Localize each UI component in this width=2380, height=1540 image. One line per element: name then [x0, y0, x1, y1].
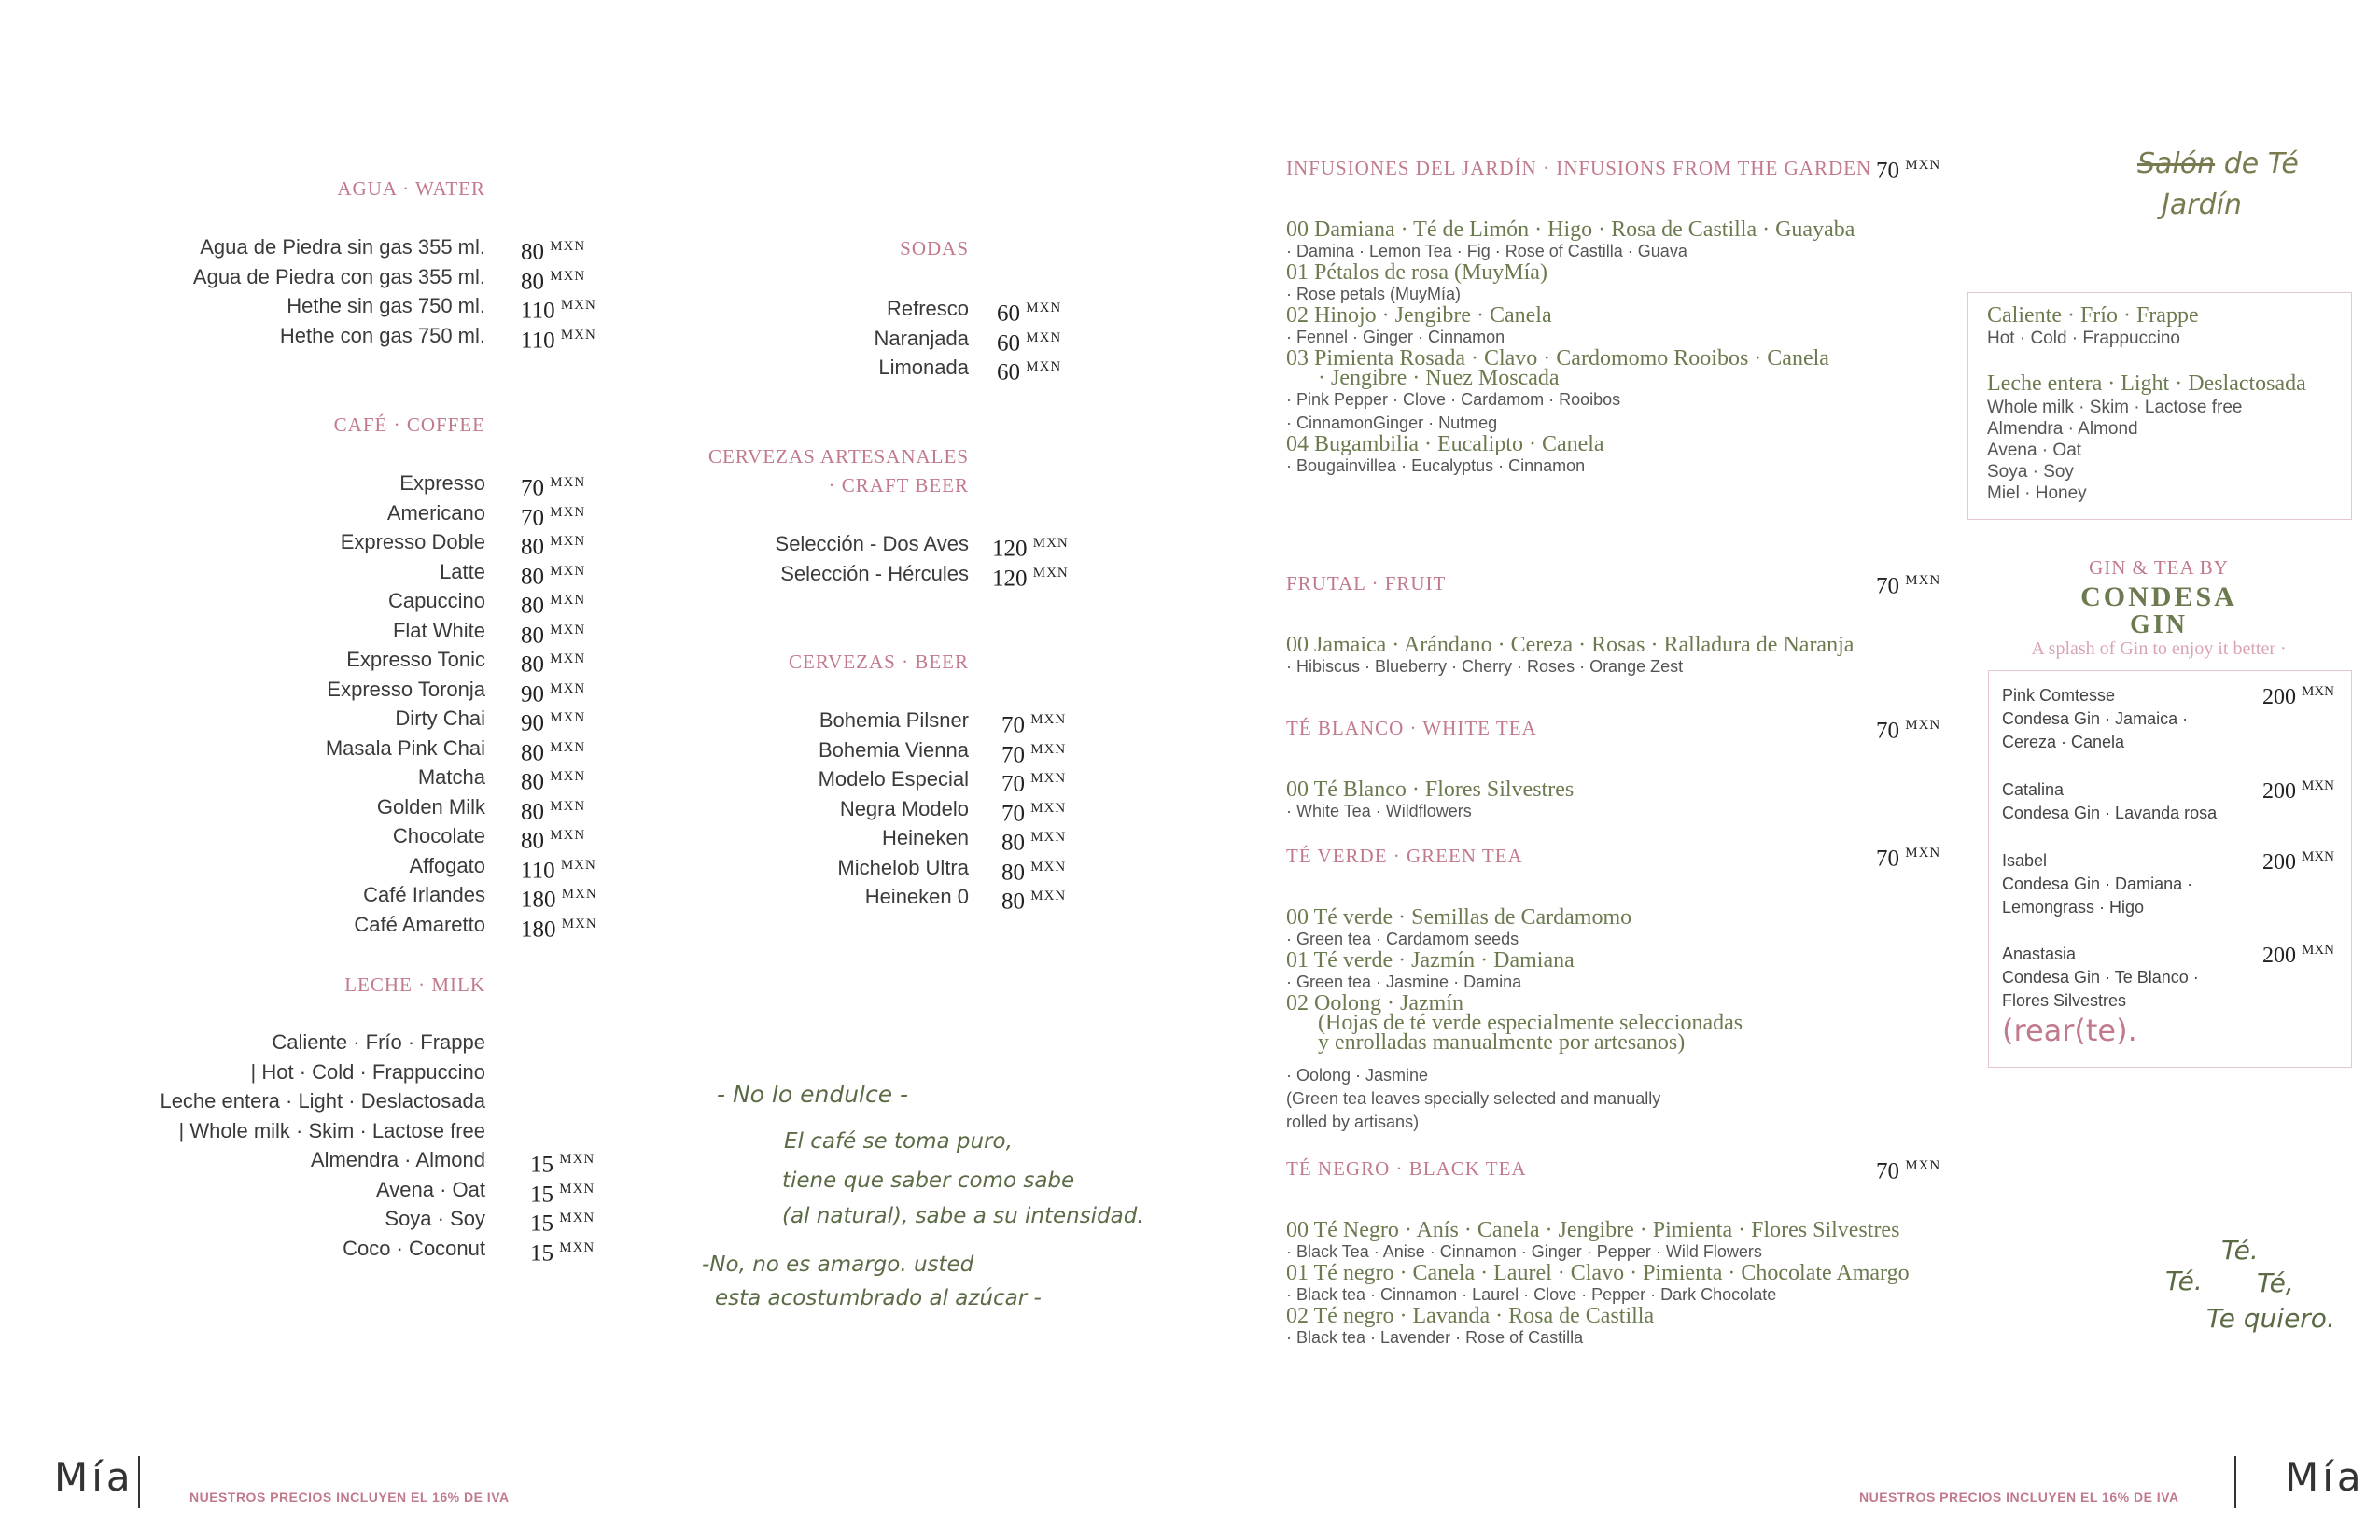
gin-drink-name: Isabel: [2002, 851, 2048, 870]
gin-drink-price: [2262, 849, 2334, 875]
currency-label: MXN: [559, 1152, 595, 1167]
item-price: [1001, 882, 1066, 917]
price-value: 70: [1876, 846, 1899, 872]
item-name: Expresso Toronja: [327, 677, 485, 701]
black-price: [1876, 1152, 1940, 1186]
salon-rest: de Té: [2223, 147, 2299, 180]
price-value: 180: [521, 887, 556, 913]
item-name: Bohemia Pilsner: [819, 708, 969, 732]
menu-item: [0, 1145, 595, 1178]
currency-label: MXN: [550, 710, 586, 725]
currency-label: MXN: [1030, 830, 1067, 845]
currency-label: MXN: [1026, 329, 1062, 345]
currency-label: MXN: [1030, 741, 1067, 757]
tea-spanish-line: 03 Pimienta Rosada · Clavo · Cardomomo Rooibos · Canela: [1286, 346, 1829, 371]
price-value: 70: [1001, 741, 1025, 767]
item-name: Bohemia Vienna: [818, 737, 969, 762]
tea-spanish-line: 00 Té verde · Semillas de Cardamomo: [1286, 905, 1632, 930]
menu-item: [0, 675, 586, 707]
item-name: Limonada: [878, 356, 969, 379]
gin-drink-desc1: Condesa Gin · Jamaica ·: [2002, 709, 2189, 728]
price-value: 120: [992, 565, 1028, 591]
tea-english-line: · Green tea · Cardamom seeds: [1286, 930, 1519, 948]
menu-item: [0, 735, 1067, 767]
currency-label: MXN: [560, 857, 596, 873]
menu-item: [0, 1175, 595, 1207]
currency-label: MXN: [550, 504, 586, 520]
white-tea-section: [1286, 717, 1951, 823]
tea-spanish-line: 02 Hinojo · Jengibre · Canela: [1286, 303, 1552, 328]
currency-label: MXN: [550, 798, 586, 814]
tea-english-line: · Green tea · Jasmine · Damina: [1286, 973, 1522, 991]
currency-label: MXN: [2301, 684, 2334, 699]
price-value: 70: [521, 504, 544, 530]
sodas-list: [0, 294, 1062, 385]
item-name: Selección - Hércules: [780, 561, 969, 585]
beer-list: [0, 706, 1067, 915]
price-value: 70: [1876, 158, 1899, 184]
menu-item: [0, 1057, 485, 1087]
craft-beer-title-line1: CERVEZAS ARTESANALES: [708, 445, 969, 468]
note-line-1: - No lo endulce -: [717, 1081, 909, 1108]
menu-item: [0, 910, 597, 942]
item-name: Heineken: [882, 826, 969, 849]
currency-label: MXN: [1026, 359, 1062, 374]
tea-english-line: · Damina · Lemon Tea · Fig · Rose of Castilla · Guava: [1286, 242, 1687, 260]
currency-label: MXN: [2301, 849, 2334, 864]
item-name: Soya · Soy: [385, 1207, 485, 1230]
tea-english-line: · CinnamonGinger · Nutmeg: [1286, 413, 1498, 432]
menu-item: [0, 529, 1069, 562]
item-name: Expresso: [399, 471, 485, 495]
gin-tagline: A splash of Gin to enjoy it better ·: [2031, 638, 2287, 659]
price-value: 80: [521, 769, 544, 795]
tea-spanish-line: y enrolladas manualmente por artesanos): [1318, 1030, 1686, 1055]
infusions-price: [1876, 151, 1940, 186]
menu-item: [0, 823, 1067, 856]
menu-item: [0, 764, 1067, 797]
item-name: Expresso Doble: [340, 530, 485, 553]
price-value: 80: [1001, 859, 1025, 885]
currency-label: MXN: [1905, 573, 1941, 588]
options-box: [1967, 292, 2352, 520]
gin-drink-desc2: Cereza · Canela: [2002, 733, 2125, 751]
item-name: Michelob Ultra: [837, 855, 969, 879]
item-name: Caliente · Frío · Frappe: [272, 1030, 485, 1054]
milk-list: [0, 1028, 595, 1266]
menu-item: [0, 616, 586, 648]
price-value: 70: [1876, 1158, 1899, 1184]
te-note-c: Té.: [2165, 1266, 2203, 1296]
gin-drink-desc1: Condesa Gin · Te Blanco ·: [2002, 968, 2199, 987]
item-name: Capuccino: [388, 589, 485, 612]
fruit-section: [1286, 572, 1951, 679]
currency-label: MXN: [550, 622, 586, 637]
beer-title: CERVEZAS · BEER: [789, 651, 969, 673]
white-price: [1876, 711, 1940, 746]
price-value: 200: [2261, 685, 2296, 709]
gin-drink-desc2: Flores Silvestres: [2002, 991, 2127, 1010]
item-name: Hethe sin gas 750 ml.: [287, 294, 485, 317]
tea-spanish-line: (Hojas de té verde especialmente seleccionadas: [1318, 1011, 1743, 1035]
menu-item: [0, 853, 1067, 885]
currency-label: MXN: [559, 1211, 595, 1225]
menu-item: [0, 262, 586, 294]
menu-item: [0, 645, 586, 678]
currency-label: MXN: [550, 769, 586, 784]
black-title: TÉ NEGRO · BLACK TEA: [1286, 1157, 1527, 1180]
menu-item: [0, 469, 586, 501]
price-value: 80: [521, 622, 544, 648]
logo-divider-left: [138, 1456, 140, 1508]
item-name: Avena · Oat: [376, 1177, 485, 1201]
options-milk-heading: Leche entera · Light · Deslactosada: [1987, 371, 2306, 396]
menu-item: [0, 1116, 485, 1146]
price-value: 80: [521, 563, 544, 589]
item-name: | Whole milk · Skim · Lactose free: [178, 1118, 485, 1142]
item-name: Almendra · Almond: [310, 1148, 485, 1171]
item-name: Americano: [386, 500, 485, 525]
gin-drink-name: Pink Comtesse: [2002, 686, 2116, 705]
item-name: Heineken 0: [864, 885, 969, 908]
currency-label: MXN: [2301, 943, 2334, 958]
currency-label: MXN: [559, 1239, 595, 1255]
price-value: 15: [530, 1181, 553, 1207]
item-price: [997, 353, 1061, 387]
salon-jardin: Jardín: [2162, 189, 2242, 221]
salon-struck-word: Salón: [2137, 147, 2216, 180]
currency-label: MXN: [550, 475, 586, 490]
crearte-stamp: (rear(te).: [2002, 1013, 2137, 1048]
gin-drink-desc1: Condesa Gin · Lavanda rosa: [2002, 804, 2218, 822]
craft-beer-list: [0, 529, 1069, 591]
price-value: 80: [521, 239, 544, 265]
item-name: Modelo Especial: [818, 767, 969, 791]
price-value: 180: [521, 916, 556, 942]
item-name: Leche entera · Light · Deslactosada: [160, 1089, 485, 1113]
gin-drink-desc2: Lemongrass · Higo: [2002, 898, 2145, 917]
options-soy: Soya · Soy: [1987, 462, 2074, 482]
price-value: 80: [521, 651, 544, 678]
item-name: Matcha: [417, 765, 485, 789]
menu-item: [0, 294, 1062, 327]
salon-heading: [2137, 147, 2299, 180]
price-value: 200: [2261, 779, 2296, 804]
tea-spanish-line: 00 Jamaica · Arándano · Cereza · Rosas · Ralladura de Naranja: [1286, 633, 1855, 657]
price-value: 110: [521, 327, 555, 353]
currency-label: MXN: [560, 298, 596, 313]
price-value: 80: [521, 828, 544, 854]
logo-divider-right: [2234, 1456, 2236, 1508]
item-price: [992, 559, 1069, 594]
price-value: 15: [530, 1239, 553, 1266]
gin-drink-name: Catalina: [2002, 780, 2065, 799]
gin-drinks-box: [1988, 670, 2352, 1068]
menu-item: [0, 1028, 485, 1057]
item-name: Golden Milk: [376, 794, 485, 819]
item-name: Masala Pink Chai: [325, 735, 485, 760]
item-name: Negra Modelo: [839, 796, 969, 820]
infusions-title: INFUSIONES DEL JARDÍN · INFUSIONS FROM THE GARDEN: [1286, 157, 1872, 179]
options-almond: Almendra · Almond: [1987, 419, 2138, 439]
water-title: AGUA · WATER: [337, 177, 485, 200]
item-name: Flat White: [392, 618, 485, 642]
currency-label: MXN: [2301, 778, 2334, 793]
menu-item: [0, 353, 1062, 385]
item-name: Latte: [440, 559, 485, 583]
green-price: [1876, 839, 1940, 874]
menu-item: [0, 586, 586, 619]
price-value: 80: [521, 739, 544, 765]
item-name: Agua de Piedra sin gas 355 ml.: [200, 235, 485, 259]
currency-label: MXN: [1032, 565, 1069, 581]
price-value: 60: [997, 329, 1020, 356]
tea-english-line: · Hibiscus · Blueberry · Cherry · Roses · Orange Zest: [1286, 657, 1684, 676]
item-price: [521, 910, 597, 945]
currency-label: MXN: [1030, 712, 1067, 727]
gin-drink-price: [2262, 943, 2334, 969]
price-value: 200: [2261, 944, 2296, 968]
tea-spanish-line: 00 Té Negro · Anís · Canela · Jengibre · Pimienta · Flores Silvestres: [1286, 1218, 1900, 1242]
currency-label: MXN: [550, 828, 586, 843]
menu-item: [0, 324, 1062, 356]
menu-item: [0, 1086, 485, 1116]
item-name: Refresco: [886, 297, 969, 320]
gin-drink-name: Anastasia: [2002, 945, 2077, 963]
item-name: | Hot · Cold · Frappuccino: [250, 1059, 485, 1084]
tea-spanish-line: 00 Té Blanco · Flores Silvestres: [1286, 777, 1575, 802]
currency-label: MXN: [1905, 718, 1941, 733]
price-value: 80: [521, 593, 544, 619]
currency-label: MXN: [561, 887, 597, 902]
menu-item: [0, 794, 1067, 826]
currency-label: MXN: [1030, 889, 1067, 903]
black-tea-section: [1286, 1157, 1951, 1350]
item-name: Agua de Piedra con gas 355 ml.: [192, 264, 485, 288]
currency-label: MXN: [560, 327, 596, 343]
price-value: 60: [997, 359, 1020, 385]
currency-label: MXN: [561, 916, 597, 931]
currency-label: MXN: [1905, 846, 1941, 861]
tea-english-line: · Black tea · Lavender · Rose of Castilla: [1286, 1328, 1584, 1347]
currency-label: MXN: [1032, 536, 1069, 551]
currency-label: MXN: [550, 739, 586, 755]
item-name: Naranjada: [874, 326, 969, 350]
item-price: [530, 1234, 595, 1268]
currency-label: MXN: [1905, 158, 1941, 173]
price-value: 80: [521, 798, 544, 824]
gin-drink-desc1: Condesa Gin · Damiana ·: [2002, 875, 2193, 893]
tea-spanish-line: 00 Damiana · Té de Limón · Higo · Rosa de Castilla · Guayaba: [1286, 217, 1855, 242]
infusions-section: [1286, 157, 1951, 478]
menu-item: [0, 232, 586, 265]
fruit-title: FRUTAL · FRUIT: [1286, 572, 1447, 595]
options-temp-english: Hot · Cold · Frappuccino: [1987, 329, 2180, 348]
white-title: TÉ BLANCO · WHITE TEA: [1286, 717, 1537, 739]
sodas-title: SODAS: [900, 237, 969, 259]
menu-item: [0, 498, 586, 530]
item-name: Dirty Chai: [395, 707, 485, 730]
price-value: 70: [1001, 712, 1025, 738]
price-value: 15: [530, 1152, 553, 1178]
item-name: Chocolate: [392, 824, 485, 847]
tea-spanish-line: 01 Té negro · Canela · Laurel · Clavo · Pimienta · Chocolate Amargo: [1286, 1261, 1910, 1285]
item-name: Café Amaretto: [354, 912, 485, 936]
tea-english-line: rolled by artisans): [1286, 1113, 1420, 1131]
menu-item: [0, 1234, 595, 1266]
price-value: 70: [1876, 573, 1899, 599]
tea-english-line: · Oolong · Jasmine: [1286, 1066, 1429, 1085]
currency-label: MXN: [550, 680, 586, 696]
currency-label: MXN: [550, 268, 586, 284]
te-note-a: Té.: [2221, 1235, 2259, 1266]
price-value: 70: [1001, 771, 1025, 797]
tea-english-line: · Rose petals (MuyMía): [1286, 285, 1462, 303]
milk-title: LECHE · MILK: [344, 973, 485, 996]
tea-spanish-line: 02 Té negro · Lavanda · Rosa de Castilla: [1286, 1304, 1655, 1328]
note-line-5: -No, no es amargo. usted: [702, 1253, 974, 1277]
price-value: 70: [521, 475, 544, 501]
currency-label: MXN: [559, 1181, 595, 1197]
logo-right: Mía: [2285, 1454, 2365, 1500]
options-honey: Miel · Honey: [1987, 483, 2087, 503]
gin-drink: [2002, 849, 2351, 919]
tea-english-line: · Fennel · Ginger · Cinnamon: [1286, 328, 1505, 346]
price-value: 80: [521, 268, 544, 294]
gin-drink-price: [2262, 684, 2334, 710]
craft-beer-title-line2: · CRAFT BEER: [828, 474, 969, 497]
tea-spanish-line: 01 Pétalos de rosa (MuyMía): [1286, 260, 1547, 285]
item-name: Hethe con gas 750 ml.: [279, 323, 485, 347]
price-value: 90: [521, 680, 544, 707]
tea-spanish-line: · Jengibre · Nuez Moscada: [1318, 366, 1560, 390]
menu-item: [0, 1204, 595, 1237]
tea-english-line: · White Tea · Wildflowers: [1286, 802, 1472, 820]
coffee-title: CAFÉ · COFFEE: [333, 413, 485, 436]
gin-drink-price: [2262, 778, 2334, 805]
currency-label: MXN: [1030, 771, 1067, 786]
currency-label: MXN: [550, 651, 586, 666]
item-name: Affogato: [409, 853, 485, 877]
condesa-logo-gin: GIN: [2130, 610, 2188, 639]
green-tea-section: [1286, 845, 1951, 1134]
menu-item: [0, 882, 1067, 915]
tea-spanish-line: 04 Bugambilia · Eucalipto · Canela: [1286, 432, 1604, 456]
currency-label: MXN: [1030, 800, 1067, 816]
price-value: 110: [521, 298, 555, 324]
condesa-logo-word: CONDESA: [2080, 581, 2237, 612]
currency-label: MXN: [1030, 859, 1067, 875]
footer-note-left: NUESTROS PRECIOS INCLUYEN EL 16% DE IVA: [189, 1490, 510, 1505]
currency-label: MXN: [550, 593, 586, 608]
options-oat: Avena · Oat: [1987, 441, 2082, 460]
note-line-4: (al natural), sabe a su intensidad.: [782, 1204, 1144, 1228]
tea-english-line: · Black Tea · Anise · Cinnamon · Ginger · Pepper · Wild Flowers: [1286, 1242, 1762, 1261]
note-line-3: tiene que saber como sabe: [782, 1169, 1075, 1193]
fruit-price: [1876, 567, 1940, 601]
note-line-2: El café se toma puro,: [784, 1129, 1013, 1154]
price-value: 15: [530, 1211, 553, 1237]
currency-label: MXN: [550, 239, 586, 254]
condesa-logo: [1967, 583, 2350, 639]
price-value: 110: [521, 857, 555, 883]
tea-english-line: · Black tea · Cinnamon · Laurel · Clove · Pepper · Dark Chocolate: [1286, 1285, 1777, 1304]
gin-drink: [2002, 684, 2351, 754]
note-line-6: esta acostumbrado al azúcar -: [715, 1286, 1042, 1310]
gin-drink: [2002, 778, 2351, 825]
tea-english-line: (Green tea leaves specially selected and manually: [1286, 1089, 1661, 1108]
price-value: 200: [2261, 850, 2296, 875]
currency-label: MXN: [550, 534, 586, 549]
te-note-b: Té,: [2257, 1267, 2294, 1298]
price-value: 120: [992, 536, 1028, 562]
item-name: Café Irlandes: [363, 883, 485, 906]
options-milk-english: Whole milk · Skim · Lactose free: [1987, 398, 2243, 417]
te-note-d: Te quiero.: [2206, 1303, 2335, 1334]
price-value: 70: [1001, 800, 1025, 826]
price-value: 80: [1001, 830, 1025, 856]
craft-beer-title: [708, 442, 969, 500]
item-name: Coco · Coconut: [343, 1236, 485, 1260]
gin-drink: [2002, 943, 2351, 1013]
item-name: Selección - Dos Aves: [775, 532, 969, 555]
footer-note-right: NUESTROS PRECIOS INCLUYEN EL 16% DE IVA: [1859, 1490, 2179, 1505]
currency-label: MXN: [550, 563, 586, 579]
logo-left: Mía: [54, 1454, 134, 1500]
price-value: 80: [521, 534, 544, 560]
tea-spanish-line: 01 Té verde · Jazmín · Damiana: [1286, 948, 1575, 973]
gin-title: GIN & TEA BY: [2089, 556, 2229, 579]
tea-english-line: · Bougainvillea · Eucalyptus · Cinnamon: [1286, 456, 1586, 475]
tea-spanish-line: 02 Oolong · Jazmín: [1286, 991, 1463, 1015]
menu-item: [0, 706, 1067, 738]
green-title: TÉ VERDE · GREEN TEA: [1286, 845, 1523, 867]
item-name: Expresso Tonic: [346, 648, 485, 671]
price-value: 60: [997, 301, 1020, 327]
tea-english-line: · Pink Pepper · Clove · Cardamom · Rooibos: [1286, 390, 1621, 409]
price-value: 70: [1876, 718, 1899, 744]
price-value: 80: [1001, 889, 1025, 915]
price-value: 90: [521, 710, 544, 736]
menu-item: [0, 559, 1069, 591]
currency-label: MXN: [1026, 301, 1062, 315]
options-temp-heading: Caliente · Frío · Frappe: [1987, 303, 2199, 328]
currency-label: MXN: [1905, 1158, 1941, 1173]
